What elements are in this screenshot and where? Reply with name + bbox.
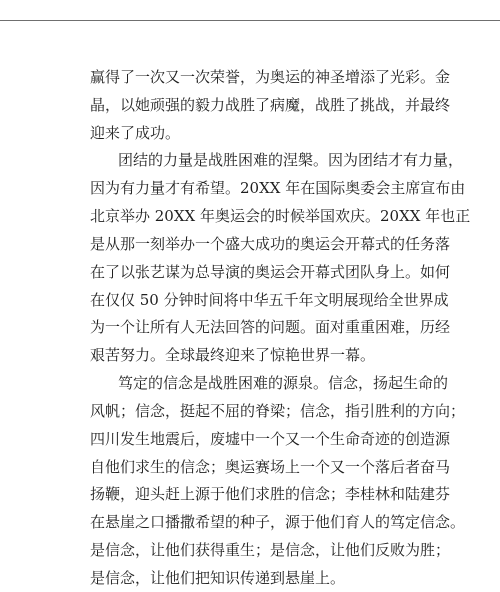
text-line xyxy=(0,564,500,592)
line-text: 赢得了一次又一次荣誉，为奥运的神圣增添了光彩。金 xyxy=(90,68,451,86)
text-line xyxy=(0,174,500,202)
header-rule xyxy=(0,20,500,21)
line-text: 晶，以她顽强的毅力战胜了病魔，战胜了挑战，并最终 xyxy=(90,96,451,114)
line-text: 笃定的信念是战胜困难的源泉。信念，扬起生命的 xyxy=(118,374,449,392)
text-line xyxy=(0,63,500,91)
text-line xyxy=(0,202,500,230)
text-line xyxy=(0,146,500,174)
line-text: 扬鞭，迎头赶上源于他们求胜的信念；李桂林和陆建芬 xyxy=(90,485,451,503)
line-text: 是信念，让他们把知识传递到悬崖上。 xyxy=(90,569,346,587)
text-line xyxy=(0,91,500,119)
line-text: 为一个让所有人无法回答的问题。面对重重困难，历经 xyxy=(90,318,451,336)
line-text: 风帆；信念，挺起不屈的脊梁；信念，指引胜利的方向； xyxy=(90,402,466,420)
text-line xyxy=(0,286,500,314)
line-text: 四川发生地震后，废墟中一个又一个生命奇迹的创造源 xyxy=(90,430,451,448)
line-text: 团结的力量是战胜困难的涅槃。因为团结才有力量， xyxy=(118,151,464,169)
text-line xyxy=(0,341,500,369)
line-text: 自他们求生的信念；奥运赛场上一个又一个落后者奋马 xyxy=(90,458,451,476)
line-text: 是从那一刻举办一个盛大成功的奥运会开幕式的任务落 xyxy=(90,235,451,253)
line-text: 在了以张艺谋为总导演的奥运会开幕式团队身上。如何 xyxy=(90,263,451,281)
text-line xyxy=(0,397,500,425)
text-line xyxy=(0,369,500,397)
line-text: 在悬崖之口播撒希望的种子，源于他们育人的笃定信念。 xyxy=(90,513,466,531)
text-line xyxy=(0,313,500,341)
text-line xyxy=(0,119,500,147)
text-line xyxy=(0,230,500,258)
text-line xyxy=(0,453,500,481)
text-line xyxy=(0,480,500,508)
line-text: 因为有力量才有希望。20XX 年在国际奥委会主席宣布由 xyxy=(90,179,466,197)
text-line xyxy=(0,536,500,564)
line-text: 北京举办 20XX 年奥运会的时候举国欢庆。20XX 年也正 xyxy=(90,207,471,225)
text-line xyxy=(0,425,500,453)
text-line xyxy=(0,258,500,286)
line-text: 是信念，让他们获得重生；是信念，让他们反败为胜； xyxy=(90,541,451,559)
line-text: 迎来了成功。 xyxy=(90,124,181,142)
text-line xyxy=(0,508,500,536)
line-text: 在仅仅 50 分钟时间将中华五千年文明展现给全世界成 xyxy=(90,291,449,309)
line-text: 艰苦努力。全球最终迎来了惊艳世界一幕。 xyxy=(90,346,376,364)
